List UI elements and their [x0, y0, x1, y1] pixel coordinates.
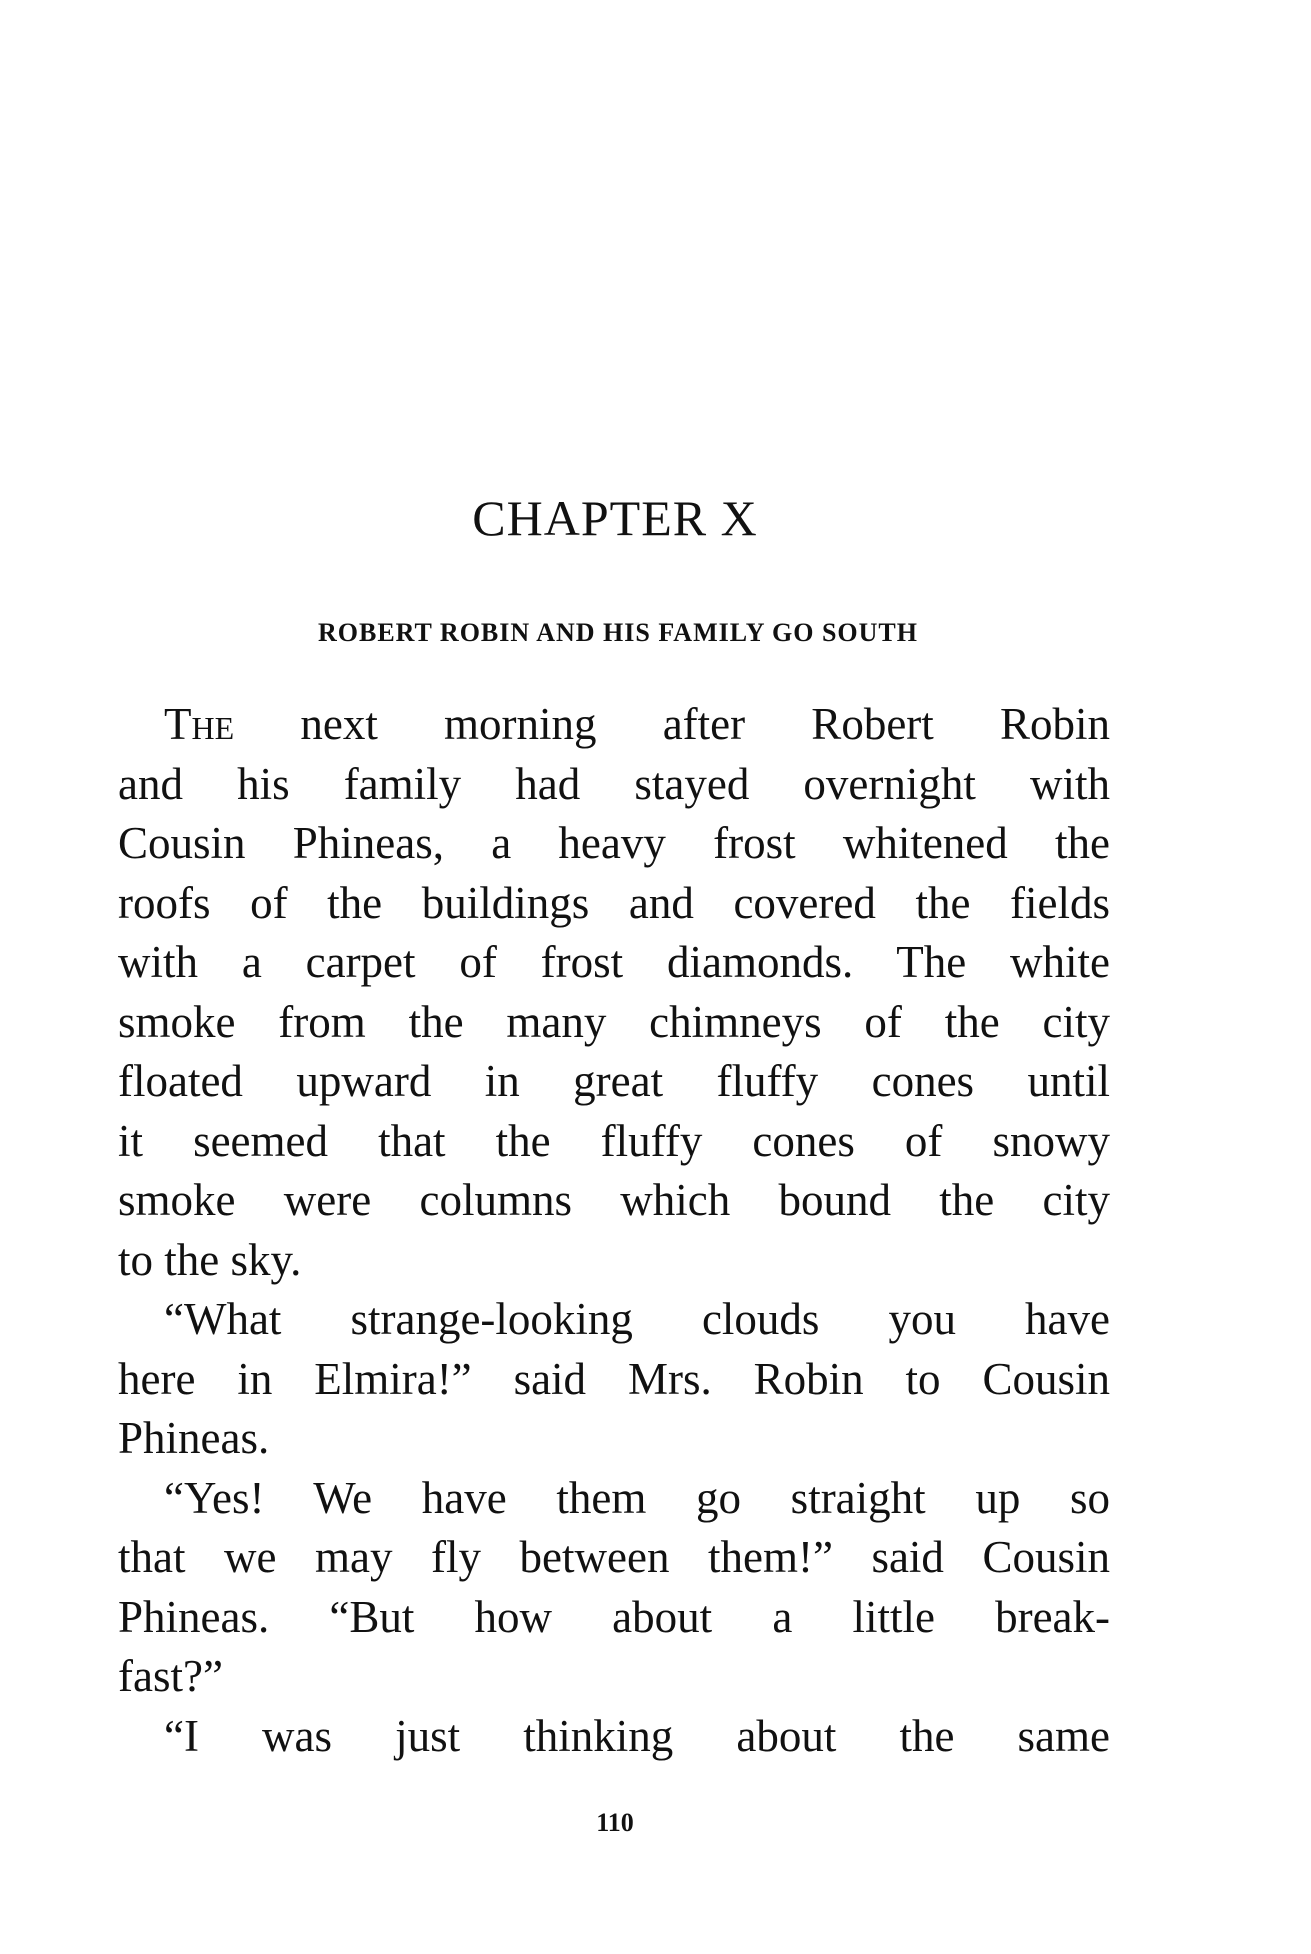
paragraph-2: [118, 1290, 1110, 1469]
text-line: “I was just thinking about the same: [164, 1710, 1110, 1761]
chapter-title: CHAPTER X: [472, 490, 758, 546]
text-line: fast?”: [118, 1651, 223, 1701]
text-line: smoke from the many chimneys of the city: [118, 996, 1110, 1047]
text-line: roofs of the buildings and covered the fields: [118, 877, 1110, 928]
text-line: Phineas. “But how about a little break-: [118, 1591, 1110, 1642]
drop-word: The: [164, 699, 235, 749]
text-line: with a carpet of frost diamonds. The white: [118, 937, 1110, 987]
text-line: smoke were columns which bound the city: [118, 1175, 1110, 1225]
text-line: The next morning after Robert Robin: [164, 699, 1110, 749]
paragraph-3: [118, 1469, 1110, 1707]
body-text: [118, 695, 1110, 1766]
text-line: “What strange-looking clouds you have: [164, 1294, 1110, 1344]
text-line: Cousin Phineas, a heavy frost whitened the: [118, 818, 1110, 868]
text-line: it seemed that the fluffy cones of snowy: [118, 1115, 1110, 1166]
text-line: Phineas.: [118, 1413, 270, 1463]
text-line: and his family had stayed overnight with: [118, 758, 1110, 809]
chapter-subtitle: ROBERT ROBIN AND HIS FAMILY GO SOUTH: [318, 618, 918, 647]
text-line: that we may fly between them!” said Cousin: [118, 1532, 1110, 1582]
page-number: 110: [596, 1808, 634, 1837]
paragraph-4: [118, 1707, 1110, 1767]
text-line: to the sky.: [118, 1234, 302, 1285]
paragraph-1: [118, 695, 1110, 1290]
text-line: here in Elmira!” said Mrs. Robin to Cousin: [118, 1353, 1110, 1404]
text-line: “Yes! We have them go straight up so: [164, 1472, 1110, 1523]
text-line: floated upward in great fluffy cones until: [118, 1056, 1110, 1106]
